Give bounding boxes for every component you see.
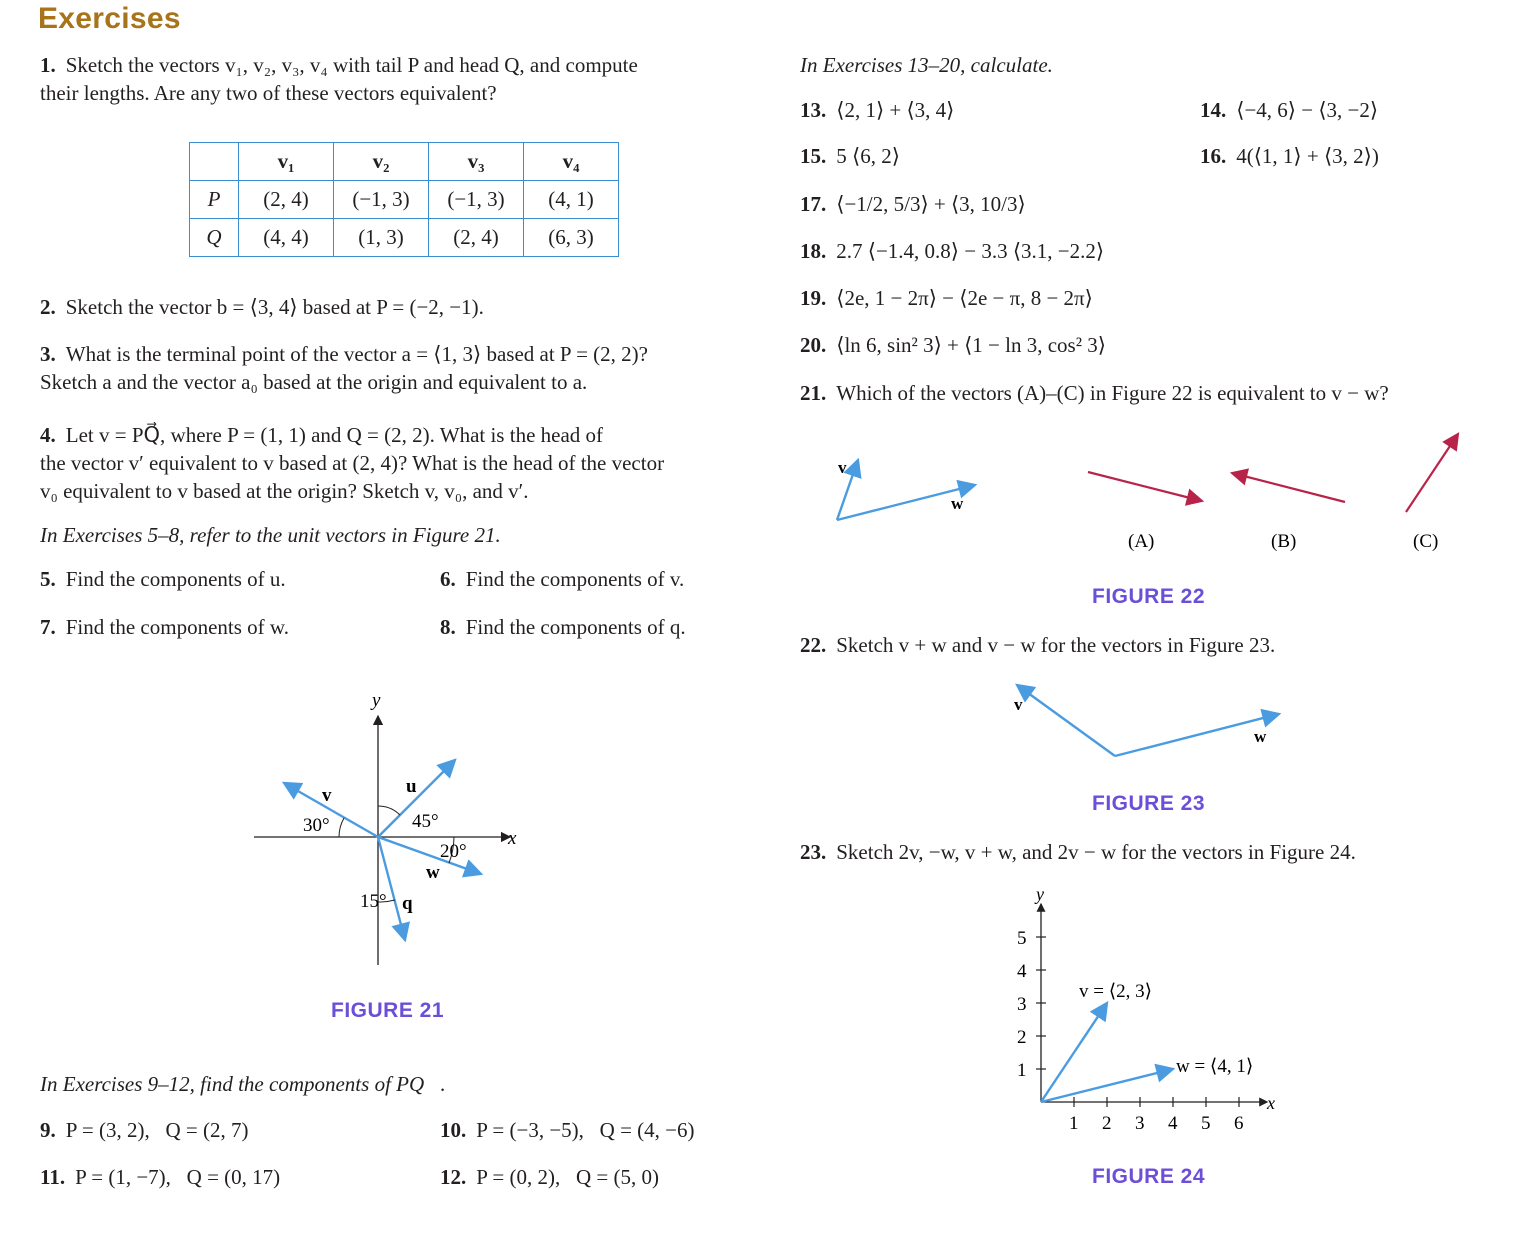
exercise-text: ⟨−4, 6⟩ − ⟨3, −2⟩ [1236, 98, 1379, 122]
exercise-20 [800, 331, 1106, 359]
exercise-text: Find the components of v. [465, 567, 685, 591]
vector-b [1232, 473, 1345, 502]
table-cell: (−1, 3) [429, 181, 524, 219]
table-cell: (1, 3) [334, 219, 429, 257]
exercise-4-line2: the vector v′ equivalent to v based at (2, 4)? What is the head of the vector [40, 451, 665, 475]
table-cell: (6, 3) [524, 219, 619, 257]
section-heading: Exercises [38, 2, 181, 35]
exercise-text: P = (0, 2), Q = (5, 0) [476, 1165, 659, 1189]
vector-v [1017, 685, 1115, 756]
exercise-6 [440, 565, 684, 593]
exercise-number: 1. [40, 53, 56, 77]
y-tick-label: 2 [1017, 1027, 1027, 1048]
exercise-1-line2: their lengths. Are any two of these vectors equivalent? [40, 81, 497, 105]
figure-23-diagram [1000, 672, 1300, 772]
figure-21-diagram [240, 680, 540, 980]
exercise-text: Find the components of q. [465, 615, 686, 639]
table-cell: (−1, 3) [334, 181, 429, 219]
table-header-row [190, 143, 619, 181]
exercise-text: Let v = PQ⃗, where P = (1, 1) and Q = (2, 2). What is the head of [65, 423, 604, 447]
exercise-number: 19. [800, 286, 827, 310]
x-tick-label: 4 [1168, 1113, 1178, 1134]
x-axis-label: x [508, 828, 517, 849]
table-header-cell: v₁ [239, 143, 334, 181]
exercise-number: 11. [40, 1165, 66, 1189]
label-w: w [426, 862, 440, 883]
angle-arc-30 [339, 818, 344, 837]
exercise-text: What is the terminal point of the vector a = ⟨1, 3⟩ based at P = (2, 2)? [65, 342, 648, 366]
table-header-cell: v₂ [334, 143, 429, 181]
label-v: v [1014, 695, 1023, 714]
exercise-number: 21. [800, 381, 827, 405]
exercise-4-line1 [40, 421, 603, 449]
exercise-14 [1200, 96, 1378, 124]
table-cell: (4, 1) [524, 181, 619, 219]
x-tick-label: 5 [1201, 1113, 1211, 1134]
exercise-text: Sketch the vector b = ⟨3, 4⟩ based at P = (−2, −1). [65, 295, 484, 319]
exercise-11 [40, 1163, 280, 1191]
exercise-number: 23. [800, 840, 827, 864]
table-cell: (4, 4) [239, 219, 334, 257]
exercise-4-line3: v₀ equivalent to v based at the origin? Sketch v, v₀, and v′. [40, 479, 529, 503]
exercise-text: ⟨−1/2, 5/3⟩ + ⟨3, 10/3⟩ [836, 192, 1026, 216]
exercise-10 [440, 1116, 695, 1144]
table-corner-cell [190, 143, 239, 181]
exercise-12 [440, 1163, 659, 1191]
figure-22-diagram [820, 425, 1480, 560]
exercise-19 [800, 284, 1093, 312]
exercise-number: 6. [440, 567, 456, 591]
exercise-13 [800, 96, 954, 124]
exercise-text: Sketch v + w and v − w for the vectors in Figure 23. [836, 633, 1276, 657]
exercise-number: 2. [40, 295, 56, 319]
angle-label-15: 15° [360, 891, 387, 912]
exercise-number: 12. [440, 1165, 467, 1189]
label-w: w [951, 494, 964, 513]
y-axis-ticks [1017, 928, 1046, 1081]
x-tick-label: 1 [1069, 1113, 1079, 1134]
label-c: (C) [1413, 531, 1439, 552]
exercise-text: ⟨2e, 1 − 2π⟩ − ⟨2e − π, 8 − 2π⟩ [836, 286, 1093, 310]
exercise-number: 18. [800, 239, 827, 263]
figure-21-caption: FIGURE 21 [331, 999, 445, 1022]
y-tick-label: 5 [1017, 928, 1027, 949]
exercise-number: 8. [440, 615, 456, 639]
table-row-label: Q [190, 219, 239, 257]
y-tick-label: 1 [1017, 1060, 1027, 1081]
vector-w-label: w = ⟨4, 1⟩ [1176, 1056, 1254, 1077]
exercise-text: Which of the vectors (A)–(C) in Figure 22 is equivalent to v − w? [836, 381, 1389, 405]
exercise-text: ⟨2, 1⟩ + ⟨3, 4⟩ [836, 98, 955, 122]
exercise-text: 2.7 ⟨−1.4, 0.8⟩ − 3.3 ⟨3.1, −2.2⟩ [836, 239, 1105, 263]
label-a: (A) [1128, 531, 1155, 552]
figure-24-caption: FIGURE 24 [1092, 1165, 1206, 1188]
exercise-number: 3. [40, 342, 56, 366]
angle-label-45: 45° [412, 811, 439, 832]
exercise-text: ⟨ln 6, sin² 3⟩ + ⟨1 − ln 3, cos² 3⟩ [836, 333, 1106, 357]
table-row [190, 219, 619, 257]
exercise-text: 4(⟨1, 1⟩ + ⟨3, 2⟩) [1236, 144, 1379, 168]
figure-22-caption: FIGURE 22 [1092, 585, 1206, 608]
exercise-text: P = (3, 2), Q = (2, 7) [65, 1118, 249, 1142]
exercise-text: Find the components of w. [65, 615, 289, 639]
y-axis-label: y [372, 690, 381, 711]
table-cell: (2, 4) [429, 219, 524, 257]
exercise-7 [40, 613, 289, 641]
exercise-number: 15. [800, 144, 827, 168]
exercise-17 [800, 190, 1026, 218]
y-tick-label: 4 [1017, 961, 1027, 982]
table-header-cell: v₄ [524, 143, 619, 181]
exercise-number: 14. [1200, 98, 1227, 122]
exercise-5 [40, 565, 286, 593]
exercise-15 [800, 142, 900, 170]
exercise-number: 10. [440, 1118, 467, 1142]
vector-c [1406, 434, 1458, 512]
x-tick-label: 2 [1102, 1113, 1112, 1134]
intro-exercises-9-12: In Exercises 9–12, find the components of PQ⃗. [40, 1072, 446, 1096]
exercise-23 [800, 838, 1356, 866]
x-tick-label: 6 [1234, 1113, 1244, 1134]
exercise-number: 13. [800, 98, 827, 122]
label-v: v [838, 458, 847, 477]
label-q: q [402, 893, 413, 914]
label-w: w [1254, 727, 1267, 746]
exercise-21 [800, 379, 1389, 407]
label-b: (B) [1271, 531, 1297, 552]
vectors-table [189, 142, 619, 257]
y-axis-label: y [1036, 884, 1044, 904]
exercise-3-line1 [40, 340, 648, 368]
exercise-9 [40, 1116, 248, 1144]
angle-label-30: 30° [303, 815, 330, 836]
x-axis-label: x [1267, 1093, 1275, 1113]
exercise-number: 16. [1200, 144, 1227, 168]
exercise-8 [440, 613, 686, 641]
exercise-text: P = (1, −7), Q = (0, 17) [75, 1165, 281, 1189]
exercise-text: P = (−3, −5), Q = (4, −6) [476, 1118, 695, 1142]
table-row [190, 181, 619, 219]
exercise-text: 5 ⟨6, 2⟩ [836, 144, 900, 168]
exercise-1-line1 [40, 51, 638, 79]
exercise-number: 22. [800, 633, 827, 657]
table-cell: (2, 4) [239, 181, 334, 219]
exercise-number: 5. [40, 567, 56, 591]
exercise-number: 9. [40, 1118, 56, 1142]
exercise-number: 17. [800, 192, 827, 216]
figure-23-caption: FIGURE 23 [1092, 792, 1206, 815]
angle-arc-45 [378, 806, 400, 815]
x-tick-label: 3 [1135, 1113, 1145, 1134]
intro-exercises-5-8: In Exercises 5–8, refer to the unit vectors in Figure 21. [40, 523, 501, 547]
vector-q [378, 837, 405, 940]
label-v: v [322, 785, 332, 806]
exercise-text: Sketch the vectors v₁, v₂, v₃, v₄ with tail P and head Q, and compute [65, 53, 638, 77]
exercise-number: 4. [40, 423, 56, 447]
figure-24-diagram [1005, 880, 1295, 1150]
exercise-18 [800, 237, 1104, 265]
label-u: u [406, 776, 417, 797]
vector-a [1088, 472, 1202, 501]
y-tick-label: 3 [1017, 994, 1027, 1015]
intro-exercises-13-20: In Exercises 13–20, calculate. [800, 53, 1053, 77]
table-header-cell: v₃ [429, 143, 524, 181]
exercise-number: 20. [800, 333, 827, 357]
exercise-22 [800, 631, 1275, 659]
table-row-label: P [190, 181, 239, 219]
exercise-text: Sketch 2v, −w, v + w, and 2v − w for the vectors in Figure 24. [836, 840, 1356, 864]
vector-v-label: v = ⟨2, 3⟩ [1079, 981, 1153, 1002]
exercise-2 [40, 293, 484, 321]
angle-label-20: 20° [440, 841, 467, 862]
exercise-16 [1200, 142, 1379, 170]
exercise-3-line2: Sketch a and the vector a₀ based at the origin and equivalent to a. [40, 370, 588, 394]
exercise-number: 7. [40, 615, 56, 639]
exercise-text: Find the components of u. [65, 567, 286, 591]
